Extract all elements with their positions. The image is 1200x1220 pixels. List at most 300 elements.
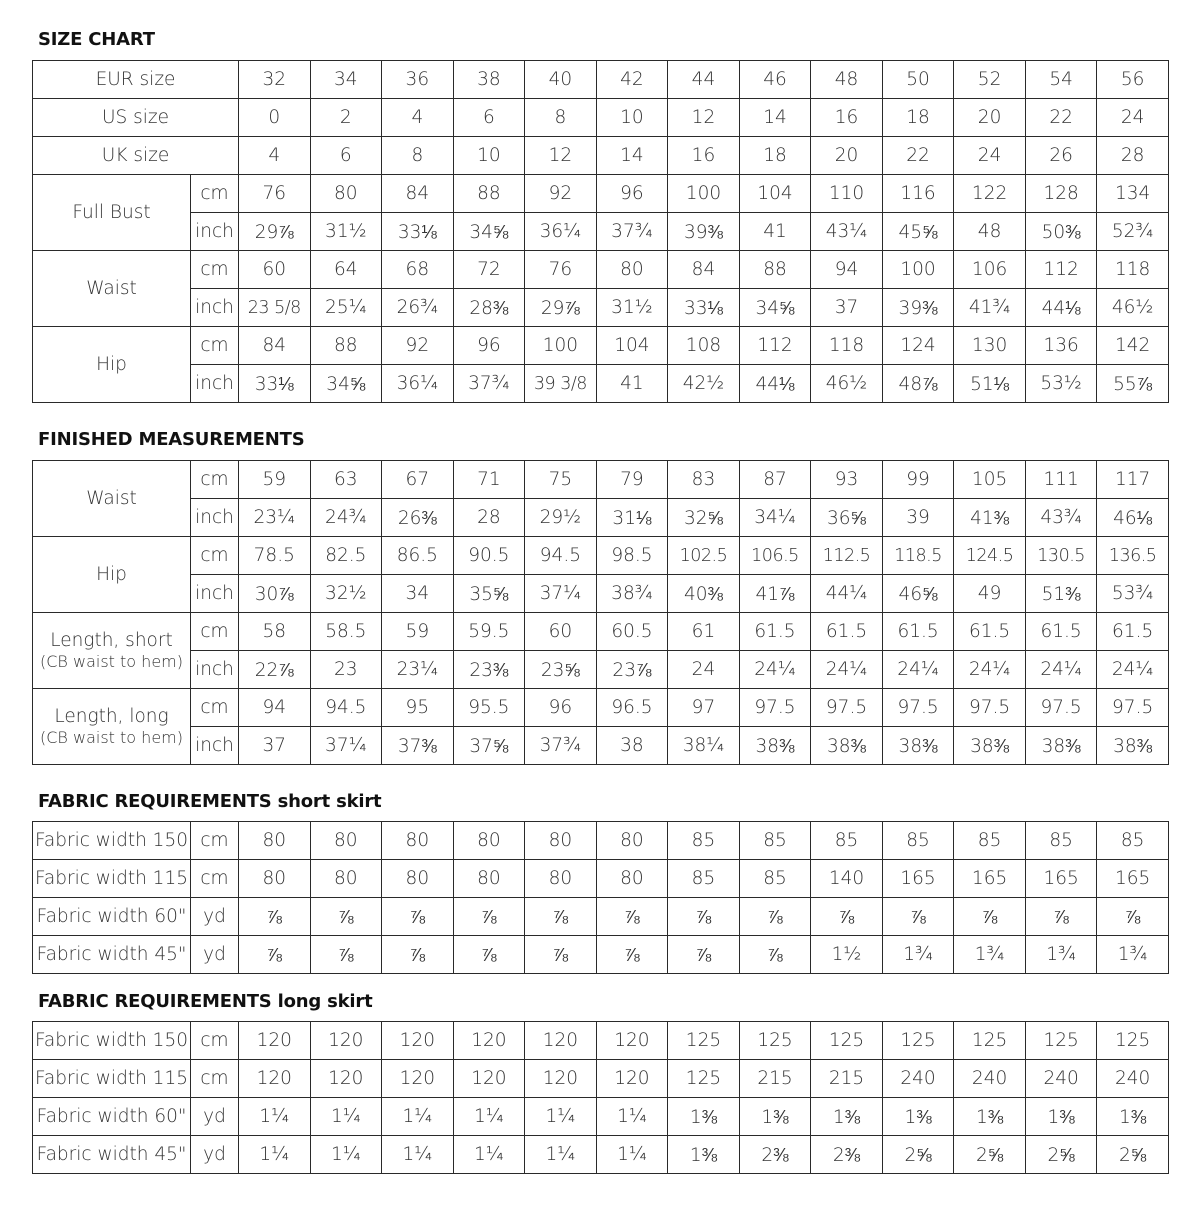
value-cell: 165 — [954, 860, 1026, 898]
value-cell: 12 — [668, 99, 740, 137]
value-cell: 85 — [882, 822, 954, 860]
value-cell: 140 — [811, 860, 883, 898]
value-cell: 35⅝ — [453, 575, 525, 613]
value-cell: 1¾ — [882, 936, 954, 974]
value-cell: 97.5 — [882, 689, 954, 727]
value-cell: 39 3/8 — [525, 365, 597, 403]
row-label — [33, 251, 191, 327]
value-cell: 44 — [668, 61, 740, 99]
value-cell: 85 — [668, 860, 740, 898]
value-cell: 40 — [525, 61, 597, 99]
value-cell: 240 — [882, 1060, 954, 1098]
fabric-long-table — [32, 1021, 1169, 1174]
section-title-suffix: short skirt — [277, 791, 382, 812]
value-cell: 80 — [596, 860, 668, 898]
row-label: EUR size — [33, 61, 239, 99]
value-cell: 44⅛ — [739, 365, 811, 403]
value-cell: 16 — [811, 99, 883, 137]
section-title-text: SIZE CHART — [38, 29, 155, 50]
value-cell: 6 — [310, 137, 382, 175]
value-cell: 92 — [525, 175, 597, 213]
table-row — [33, 61, 1169, 99]
value-cell: 122 — [954, 175, 1026, 213]
value-cell: 39⅜ — [668, 213, 740, 251]
table-row — [33, 461, 1169, 499]
value-cell: 42½ — [668, 365, 740, 403]
value-cell: 2⅜ — [739, 1136, 811, 1174]
unit-cell: cm — [191, 689, 239, 727]
value-cell: 120 — [525, 1022, 597, 1060]
value-cell: 1¾ — [1097, 936, 1169, 974]
unit-cell: cm — [191, 175, 239, 213]
value-cell: ⅞ — [525, 936, 597, 974]
value-cell: 85 — [1097, 822, 1169, 860]
value-cell: 120 — [310, 1022, 382, 1060]
section-title-text: FABRIC REQUIREMENTS — [38, 791, 272, 812]
value-cell: 24 — [1097, 99, 1169, 137]
value-cell: 90.5 — [453, 537, 525, 575]
value-cell: 71 — [453, 461, 525, 499]
finished-measurements-table — [32, 460, 1169, 765]
row-label: Fabric width 60" — [33, 898, 191, 936]
table-row — [33, 613, 1169, 651]
value-cell: 1¼ — [239, 1136, 311, 1174]
value-cell: 99 — [882, 461, 954, 499]
unit-cell: cm — [191, 537, 239, 575]
value-cell: ⅞ — [525, 898, 597, 936]
value-cell: 102.5 — [668, 537, 740, 575]
value-cell: 46 — [739, 61, 811, 99]
value-cell: 48 — [954, 213, 1026, 251]
value-cell: 118 — [1097, 251, 1169, 289]
value-cell: 25¼ — [310, 289, 382, 327]
value-cell: 58 — [239, 613, 311, 651]
value-cell: 85 — [739, 860, 811, 898]
value-cell: 34⅝ — [739, 289, 811, 327]
value-cell: 38⅜ — [1025, 727, 1097, 765]
value-cell: 124 — [882, 327, 954, 365]
value-cell: 97 — [668, 689, 740, 727]
value-cell: 1¼ — [596, 1098, 668, 1136]
unit-cell: cm — [191, 327, 239, 365]
value-cell: 100 — [882, 251, 954, 289]
value-cell: 87 — [739, 461, 811, 499]
value-cell: 37 — [239, 727, 311, 765]
value-cell: 125 — [668, 1022, 740, 1060]
value-cell: 29⅞ — [239, 213, 311, 251]
value-cell: ⅞ — [811, 898, 883, 936]
value-cell: 58.5 — [310, 613, 382, 651]
value-cell: 120 — [453, 1022, 525, 1060]
value-cell: 38⅜ — [882, 727, 954, 765]
table-row — [33, 537, 1169, 575]
unit-cell: cm — [191, 1060, 239, 1098]
value-cell: 80 — [310, 175, 382, 213]
value-cell: 120 — [596, 1022, 668, 1060]
value-cell: 112.5 — [811, 537, 883, 575]
value-cell: 95.5 — [453, 689, 525, 727]
value-cell: 80 — [310, 822, 382, 860]
value-cell: 44⅛ — [1025, 289, 1097, 327]
value-cell: 59 — [239, 461, 311, 499]
value-cell: 1⅜ — [882, 1098, 954, 1136]
row-label-note: (CB waist to hem) — [40, 727, 183, 747]
value-cell: 1¼ — [382, 1136, 454, 1174]
value-cell: 125 — [1025, 1022, 1097, 1060]
value-cell: 46½ — [811, 365, 883, 403]
value-cell: 118.5 — [882, 537, 954, 575]
unit-cell: cm — [191, 822, 239, 860]
value-cell: 16 — [668, 137, 740, 175]
value-cell: 20 — [811, 137, 883, 175]
value-cell: 94 — [239, 689, 311, 727]
value-cell: 76 — [239, 175, 311, 213]
value-cell: 43¼ — [811, 213, 883, 251]
value-cell: 10 — [453, 137, 525, 175]
row-label-text: Full Bust — [72, 201, 151, 223]
value-cell: 1⅜ — [811, 1098, 883, 1136]
row-label: Fabric width 45" — [33, 936, 191, 974]
value-cell: 80 — [382, 860, 454, 898]
value-cell: 94.5 — [525, 537, 597, 575]
value-cell: 85 — [739, 822, 811, 860]
value-cell: 50⅜ — [1025, 213, 1097, 251]
value-cell: 64 — [310, 251, 382, 289]
value-cell: 38¼ — [668, 727, 740, 765]
value-cell: 165 — [1097, 860, 1169, 898]
value-cell: 48⅞ — [882, 365, 954, 403]
value-cell: 38⅜ — [954, 727, 1026, 765]
table-row — [33, 289, 1169, 327]
value-cell: ⅞ — [596, 936, 668, 974]
value-cell: 72 — [453, 251, 525, 289]
value-cell: 67 — [382, 461, 454, 499]
value-cell: 24¼ — [739, 651, 811, 689]
value-cell: 88 — [310, 327, 382, 365]
value-cell: 38¾ — [596, 575, 668, 613]
value-cell: 110 — [811, 175, 883, 213]
table-row — [33, 251, 1169, 289]
value-cell: 61.5 — [739, 613, 811, 651]
unit-cell: cm — [191, 251, 239, 289]
value-cell: 97.5 — [811, 689, 883, 727]
value-cell: 46⅛ — [1097, 499, 1169, 537]
value-cell: 112 — [1025, 251, 1097, 289]
value-cell: ⅞ — [239, 936, 311, 974]
value-cell: 1½ — [811, 936, 883, 974]
value-cell: 24¼ — [1025, 651, 1097, 689]
value-cell: 63 — [310, 461, 382, 499]
value-cell: 2 — [310, 99, 382, 137]
value-cell: 125 — [811, 1022, 883, 1060]
value-cell: 46½ — [1097, 289, 1169, 327]
value-cell: 1⅜ — [668, 1136, 740, 1174]
value-cell: 52 — [954, 61, 1026, 99]
value-cell: 37¾ — [596, 213, 668, 251]
value-cell: 31½ — [310, 213, 382, 251]
value-cell: 120 — [239, 1060, 311, 1098]
value-cell: 24¼ — [882, 651, 954, 689]
row-label — [33, 461, 191, 537]
value-cell: 36 — [382, 61, 454, 99]
value-cell: 36¼ — [525, 213, 597, 251]
value-cell: 1⅜ — [1025, 1098, 1097, 1136]
value-cell: 165 — [1025, 860, 1097, 898]
value-cell: 1¼ — [525, 1098, 597, 1136]
value-cell: 40⅜ — [668, 575, 740, 613]
value-cell: 86.5 — [382, 537, 454, 575]
value-cell: 26 — [1025, 137, 1097, 175]
value-cell: 1¾ — [954, 936, 1026, 974]
row-label: Fabric width 45" — [33, 1136, 191, 1174]
value-cell: 60.5 — [596, 613, 668, 651]
value-cell: 85 — [1025, 822, 1097, 860]
value-cell: 80 — [596, 251, 668, 289]
value-cell: 1¼ — [310, 1136, 382, 1174]
value-cell: 105 — [954, 461, 1026, 499]
value-cell: 84 — [239, 327, 311, 365]
value-cell: 37 — [811, 289, 883, 327]
table-row — [33, 898, 1169, 936]
value-cell: 14 — [739, 99, 811, 137]
section-title-fabric-long — [38, 991, 372, 1012]
row-label-text: Waist — [86, 277, 137, 299]
value-cell: 142 — [1097, 327, 1169, 365]
value-cell: 100 — [525, 327, 597, 365]
value-cell: 56 — [1097, 61, 1169, 99]
value-cell: 61.5 — [811, 613, 883, 651]
value-cell: 1⅜ — [739, 1098, 811, 1136]
value-cell: 41⅜ — [954, 499, 1026, 537]
table-row — [33, 727, 1169, 765]
value-cell: 60 — [239, 251, 311, 289]
value-cell: 39 — [882, 499, 954, 537]
value-cell: 23 — [310, 651, 382, 689]
value-cell: 2⅝ — [1097, 1136, 1169, 1174]
value-cell: 54 — [1025, 61, 1097, 99]
value-cell: 41⅞ — [739, 575, 811, 613]
value-cell: 55⅞ — [1097, 365, 1169, 403]
value-cell: 52¾ — [1097, 213, 1169, 251]
value-cell: 96 — [596, 175, 668, 213]
row-label-text: Length, short — [50, 629, 173, 651]
unit-cell: inch — [191, 289, 239, 327]
value-cell: 240 — [1097, 1060, 1169, 1098]
table-row — [33, 327, 1169, 365]
value-cell: 97.5 — [1025, 689, 1097, 727]
value-cell: 2⅜ — [811, 1136, 883, 1174]
table-row — [33, 651, 1169, 689]
value-cell: 2⅝ — [954, 1136, 1026, 1174]
unit-cell: yd — [191, 1136, 239, 1174]
value-cell: 124.5 — [954, 537, 1026, 575]
value-cell: 34⅝ — [453, 213, 525, 251]
table-row — [33, 99, 1169, 137]
value-cell: 44¼ — [811, 575, 883, 613]
value-cell: 165 — [882, 860, 954, 898]
value-cell: 117 — [1097, 461, 1169, 499]
value-cell: 33⅛ — [382, 213, 454, 251]
row-label — [33, 175, 191, 251]
value-cell: 125 — [668, 1060, 740, 1098]
value-cell: ⅞ — [596, 898, 668, 936]
table-row — [33, 1098, 1169, 1136]
value-cell: 23⅝ — [525, 651, 597, 689]
row-label: US size — [33, 99, 239, 137]
unit-cell: cm — [191, 461, 239, 499]
row-label: Fabric width 150 — [33, 822, 191, 860]
table-row — [33, 365, 1169, 403]
value-cell: 75 — [525, 461, 597, 499]
value-cell: 4 — [239, 137, 311, 175]
value-cell: 31⅛ — [596, 499, 668, 537]
value-cell: 120 — [596, 1060, 668, 1098]
value-cell: 22⅞ — [239, 651, 311, 689]
value-cell: ⅞ — [453, 898, 525, 936]
value-cell: 31½ — [596, 289, 668, 327]
table-row — [33, 689, 1169, 727]
table-row — [33, 213, 1169, 251]
value-cell: 61 — [668, 613, 740, 651]
value-cell: 94 — [811, 251, 883, 289]
value-cell: 1¾ — [1025, 936, 1097, 974]
value-cell: 24¼ — [954, 651, 1026, 689]
value-cell: 125 — [1097, 1022, 1169, 1060]
value-cell: 82.5 — [310, 537, 382, 575]
value-cell: 83 — [668, 461, 740, 499]
value-cell: 2⅝ — [882, 1136, 954, 1174]
table-row — [33, 1136, 1169, 1174]
value-cell: 112 — [739, 327, 811, 365]
value-cell: 37¼ — [525, 575, 597, 613]
value-cell: ⅞ — [1025, 898, 1097, 936]
row-label-text: Length, long — [54, 705, 169, 727]
value-cell: 125 — [739, 1022, 811, 1060]
section-title-size-chart — [38, 29, 155, 50]
value-cell: 85 — [811, 822, 883, 860]
unit-cell: inch — [191, 499, 239, 537]
value-cell: 34¼ — [739, 499, 811, 537]
value-cell: 23¼ — [382, 651, 454, 689]
unit-cell: inch — [191, 651, 239, 689]
value-cell: 28 — [453, 499, 525, 537]
section-title-text: FINISHED MEASUREMENTS — [38, 429, 305, 450]
value-cell: 37¾ — [525, 727, 597, 765]
value-cell: 92 — [382, 327, 454, 365]
value-cell: 1¼ — [310, 1098, 382, 1136]
table-row — [33, 1060, 1169, 1098]
value-cell: 1¼ — [453, 1098, 525, 1136]
value-cell: 23⅞ — [596, 651, 668, 689]
value-cell: 24¾ — [310, 499, 382, 537]
value-cell: 76 — [525, 251, 597, 289]
table-row — [33, 137, 1169, 175]
value-cell: 12 — [525, 137, 597, 175]
value-cell: 94.5 — [310, 689, 382, 727]
value-cell: 43¾ — [1025, 499, 1097, 537]
value-cell: ⅞ — [954, 898, 1026, 936]
unit-cell: inch — [191, 213, 239, 251]
value-cell: ⅞ — [310, 936, 382, 974]
value-cell: 33⅛ — [668, 289, 740, 327]
value-cell: 96.5 — [596, 689, 668, 727]
value-cell: 80 — [596, 822, 668, 860]
value-cell: 38 — [596, 727, 668, 765]
value-cell: 23¼ — [239, 499, 311, 537]
value-cell: 93 — [811, 461, 883, 499]
value-cell: 88 — [453, 175, 525, 213]
value-cell: 50 — [882, 61, 954, 99]
value-cell: 240 — [1025, 1060, 1097, 1098]
value-cell: ⅞ — [310, 898, 382, 936]
value-cell: 39⅜ — [882, 289, 954, 327]
row-label: Fabric width 60" — [33, 1098, 191, 1136]
value-cell: 59 — [382, 613, 454, 651]
value-cell: 80 — [525, 860, 597, 898]
value-cell: 136.5 — [1097, 537, 1169, 575]
value-cell: 33⅛ — [239, 365, 311, 403]
value-cell: 1¼ — [239, 1098, 311, 1136]
table-row — [33, 575, 1169, 613]
value-cell: 60 — [525, 613, 597, 651]
value-cell: 34⅝ — [310, 365, 382, 403]
value-cell: 41 — [596, 365, 668, 403]
value-cell: 84 — [668, 251, 740, 289]
section-title-fabric-short — [38, 791, 381, 812]
table-row — [33, 499, 1169, 537]
value-cell: 80 — [239, 860, 311, 898]
value-cell: ⅞ — [739, 936, 811, 974]
value-cell: 6 — [453, 99, 525, 137]
value-cell: 61.5 — [1097, 613, 1169, 651]
value-cell: 30⅞ — [239, 575, 311, 613]
fabric-short-table — [32, 821, 1169, 974]
value-cell: 20 — [954, 99, 1026, 137]
value-cell: 1⅜ — [668, 1098, 740, 1136]
value-cell: 26⅜ — [382, 499, 454, 537]
value-cell: ⅞ — [239, 898, 311, 936]
table-row — [33, 175, 1169, 213]
value-cell: 38 — [453, 61, 525, 99]
value-cell: 128 — [1025, 175, 1097, 213]
value-cell: 1¼ — [453, 1136, 525, 1174]
value-cell: 85 — [668, 822, 740, 860]
value-cell: 37⅝ — [453, 727, 525, 765]
row-label-text: Waist — [86, 487, 137, 509]
value-cell: ⅞ — [382, 936, 454, 974]
value-cell: 98.5 — [596, 537, 668, 575]
unit-cell: inch — [191, 365, 239, 403]
size-chart-table — [32, 60, 1169, 403]
value-cell: 32½ — [310, 575, 382, 613]
value-cell: 22 — [882, 137, 954, 175]
table-row — [33, 936, 1169, 974]
value-cell: 104 — [739, 175, 811, 213]
value-cell: 38⅜ — [1097, 727, 1169, 765]
value-cell: 111 — [1025, 461, 1097, 499]
value-cell: 108 — [668, 327, 740, 365]
value-cell: 84 — [382, 175, 454, 213]
row-label-text: Hip — [96, 563, 127, 585]
value-cell: ⅞ — [382, 898, 454, 936]
section-title-suffix: long skirt — [277, 991, 373, 1012]
row-label: Fabric width 150 — [33, 1022, 191, 1060]
value-cell: 46⅝ — [882, 575, 954, 613]
value-cell: 8 — [382, 137, 454, 175]
row-label — [33, 613, 191, 689]
value-cell: 51⅜ — [1025, 575, 1097, 613]
value-cell: 215 — [811, 1060, 883, 1098]
